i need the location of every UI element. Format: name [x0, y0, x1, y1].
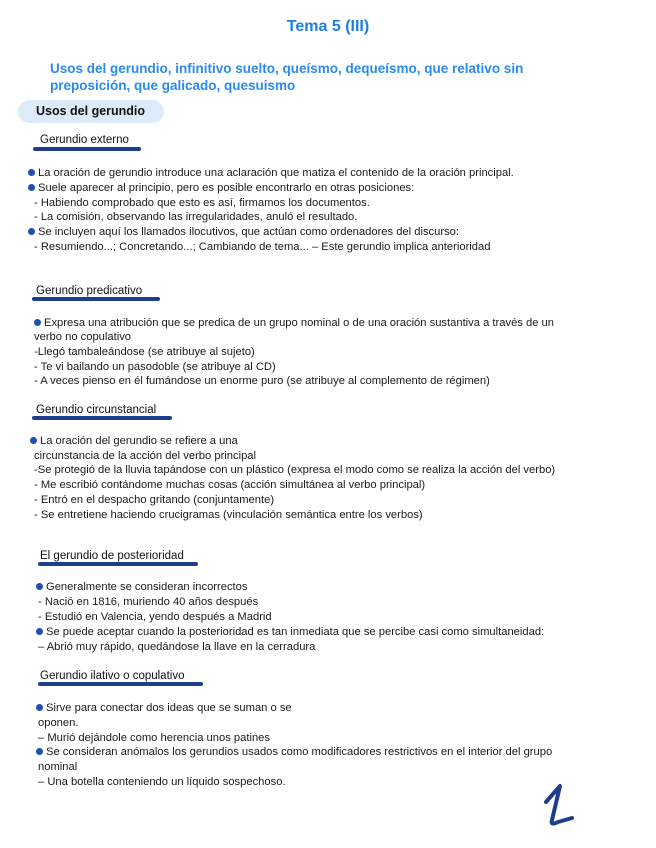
text-line: - Entró en el despacho gritando (conjuntamente)	[34, 494, 275, 506]
bullet-icon	[36, 748, 43, 755]
heading-gerundio-posterioridad: El gerundio de posterioridad	[40, 550, 184, 562]
heading-gerundio-predicativo: Gerundio predicativo	[36, 285, 143, 297]
heading-gerundio-circunstancial: Gerundio circunstancial	[36, 404, 157, 416]
subtitle-line-2: preposición, que galicado, quesuismo	[50, 78, 296, 93]
text-line: - Habiendo comprobado que esto es así, firmamos los documentos.	[34, 197, 370, 209]
page-subtitle	[50, 60, 523, 94]
text-line: - La comisión, observando las irregularidades, anuló el resultado.	[34, 211, 358, 223]
section-label: Usos del gerundio	[36, 104, 146, 118]
heading-underline	[38, 562, 198, 566]
page-title: Tema 5 (III)	[286, 18, 370, 35]
text-line: Generalmente se consideran incorrectos	[36, 580, 247, 595]
text-line: verbo no copulativo	[34, 331, 132, 343]
text-line: Se consideran anómalos los gerundios usados como modificadores restrictivos en el interior del grupo	[36, 745, 552, 760]
bullet-icon	[36, 628, 43, 635]
bullet-icon	[30, 437, 37, 444]
heading-underline	[33, 147, 141, 151]
heading-underline	[32, 297, 160, 301]
bullet-icon	[28, 184, 35, 191]
text-line: Se puede aceptar cuando la posterioridad es tan inmediata que se percibe casi como simultaneidad:	[36, 625, 544, 640]
text-line: - Estudió en Valencia, yendo después a Madrid	[38, 611, 272, 623]
bullet-icon	[36, 583, 43, 590]
heading-gerundio-ilativo: Gerundio ilativo o copulativo	[40, 670, 185, 682]
page-number	[538, 782, 578, 833]
text-line: – Abrió muy rápido, quedándose la llave en la cerradura	[38, 641, 316, 653]
text-line: -Llegó tambaleándose (se atribuye al sujeto)	[34, 346, 255, 358]
text-line: - A veces pienso en él fumándose un enorme puro (se atribuye al complemento de régimen)	[34, 375, 490, 387]
text-line: Suele aparecer al principio, pero es posible encontrarlo en otras posiciones:	[28, 181, 414, 196]
text-line: nominal	[38, 761, 78, 773]
text-line: - Me escribió contándome muchas cosas (acción simultánea al verbo principal)	[34, 479, 426, 491]
bullet-icon	[36, 704, 43, 711]
text-line: - Nació en 1816, muriendo 40 años después	[38, 596, 259, 608]
text-line: - Se entretiene haciendo crucigramas (vinculación semántica entre los verbos)	[34, 509, 423, 521]
text-line: La oración de gerundio introduce una aclaración que matiza el contenido de la oración principal.	[28, 166, 514, 181]
bullet-icon	[28, 228, 35, 235]
bullet-icon	[28, 169, 35, 176]
text-line: – Una botella conteniendo un líquido sospechoso.	[38, 776, 286, 788]
text-line: circunstancia de la acción del verbo principal	[34, 450, 257, 462]
handwritten-page-number	[538, 782, 578, 828]
text-line: -Se protegió de la lluvia tapándose con un plástico (expresa el modo como se realiza la acción del verbo)	[34, 464, 556, 476]
text-line: - Resumiendo...; Concretando...; Cambiando de tema... – Este gerundio implica anterioridad	[34, 241, 491, 253]
text-line: La oración del gerundio se refiere a una	[30, 434, 238, 449]
bullet-icon	[34, 319, 41, 326]
heading-underline	[32, 416, 172, 420]
text-line: - Te vi bailando un pasodoble (se atribuye al CD)	[34, 361, 276, 373]
subtitle-line-1: Usos del gerundio, infinitivo suelto, queísmo, dequeísmo, que relativo sin	[50, 61, 524, 76]
text-line: oponen.	[38, 717, 79, 729]
text-line: – Murió dejándole como herencia unos patines	[38, 732, 270, 744]
heading-gerundio-externo: Gerundio externo	[40, 134, 129, 146]
text-line: Sirve para conectar dos ideas que se suman o se	[36, 701, 292, 716]
text-line: Se incluyen aquí los llamados ilocutivos, que actúan como ordenadores del discurso:	[28, 225, 459, 240]
heading-underline	[38, 682, 203, 686]
text-line: Expresa una atribución que se predica de un grupo nominal o de una oración sustantiva a través de un	[34, 316, 554, 331]
